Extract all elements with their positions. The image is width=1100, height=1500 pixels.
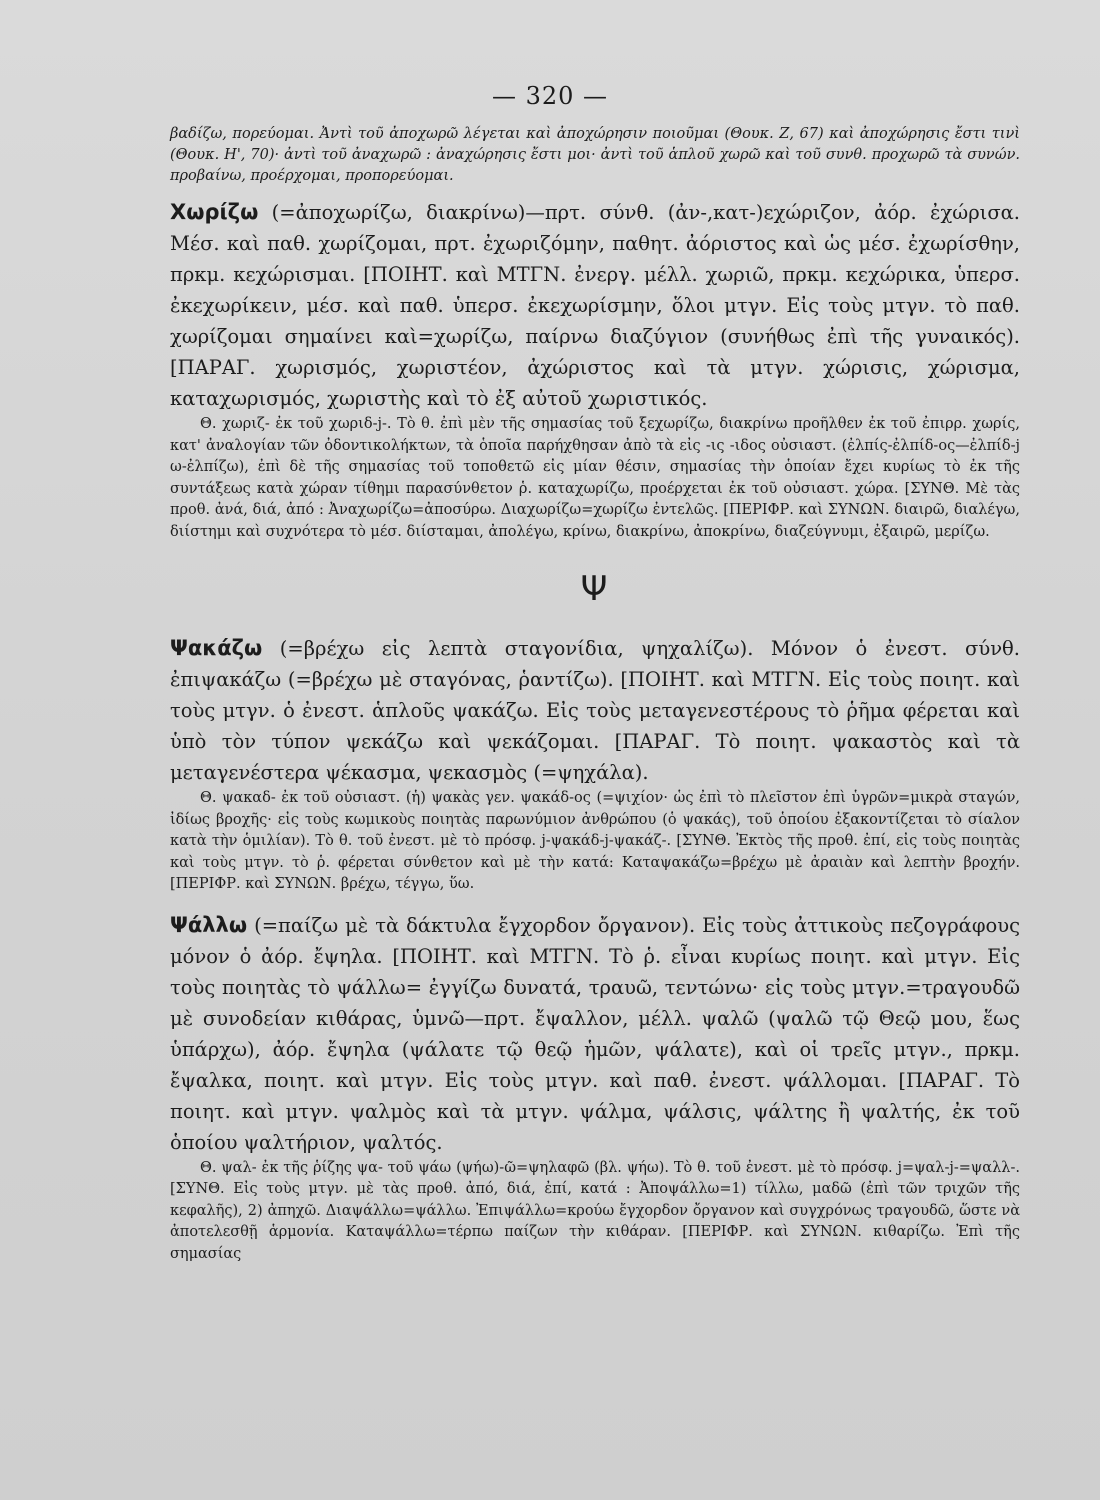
entry-psakazo [170, 633, 1020, 788]
etymology-psallo: Θ. ψαλ- ἐκ τῆς ῥίζης ψα- τοῦ ψάω (ψήω)-ῶ=ψηλαφῶ (βλ. ψήω). Τὸ θ. τοῦ ἐνεστ. μὲ τὸ πρόσφ. j=ψαλ-j-=ψαλλ-. [ΣΥΝΘ. Εἰς τοὺς μτγν. μὲ τὰς προθ. ἀπό, διά, ἐπί, κατά : Ἀποψάλλω=1) τίλλω, μαδῶ (ἐπὶ τῶν τριχῶν τῆς κεφαλῆς), 2) ἀπηχῶ. Διαψάλλω=ψάλλω. Ἐπιψάλλω=κρούω ἔγχορδον ὄργανον καὶ συγχρόνως τραγουδῶ, ὥστε νὰ ἀποτελεσθῇ ἁρμονία. Καταψάλλω=τέρπω παίζων τὴν κιθάραν. [ΠΕΡΙΦΡ. καὶ ΣΥΝΩΝ. κιθαρίζω. Ἐπὶ τῆς σημασίας [170, 1159, 1020, 1262]
entry-psakazo-body: (=βρέχω εἰς λεπτὰ σταγονίδια, ψηχαλίζω). Μόνον ὁ ἐνεστ. σύνθ. ἐπιψακάζω (=βρέχω μὲ σταγόνας, ῥαντίζω). [ΠΟΙΗΤ. καὶ ΜΤΓΝ. Εἰς τοὺς ποιητ. καὶ τοὺς μτγν. ὁ ἐνεστ. ἁπλοῦς ψακάζω. Εἰς τοὺς μεταγενεστέρους τὸ ῥῆμα φέρεται καὶ ὑπὸ τὸν τύπον ψεκάζω καὶ ψεκάζομαι. [ΠΑΡΑΓ. Τὸ ποιητ. ψακαστὸς καὶ τὰ μεταγενέστερα ψέκασμα, ψεκασμὸς (=ψηχάλα). [170, 637, 1020, 784]
headword-psakazo: Ψακάζω [170, 636, 263, 660]
headword-psallo: Ψάλλω [170, 912, 248, 937]
page-content [170, 124, 1020, 1265]
entry-chorizo-body: (=ἀποχωρίζω, διακρίνω)—πρτ. σύνθ. (ἀν-,κατ-)εχώριζον, ἀόρ. ἐχώρισα. Μέσ. καὶ παθ. χωρίζομαι, πρτ. ἐχωριζόμην, παθητ. ἀόριστος καὶ ὡς μέσ. ἐχωρίσθην, πρκμ. κεχώρισμαι. [ΠΟΙΗΤ. καὶ ΜΤΓΝ. ἐνεργ. μέλλ. χωριῶ, πρκμ. κεχώρικα, ὑπερσ. ἐκεχωρίκειν, μέσ. καὶ παθ. ὑπερσ. ἐκεχωρίσμην, ὅλοι μτγν. Εἰς τοὺς μτγν. τὸ παθ. χωρίζομαι σημαίνει καὶ=χωρίζω, παίρνω διαζύγιον (συνήθως ἐπὶ τῆς γυναικός). [ΠΑΡΑΓ. χωρισμός, χωριστέον, ἀχώριστος καὶ τὰ μτγν. χώρισις, χώρισμα, καταχωρισμός, χωριστὴς καὶ τὸ ἐξ αὐτοῦ χωριστικός. [170, 201, 1020, 410]
entry-chorizo [170, 197, 1020, 414]
headword-chorizo: Χωρίζω [170, 200, 259, 224]
entry-psallo-body: (=παίζω μὲ τὰ δάκτυλα ἔγχορδον ὄργανον). Εἰς τοὺς ἀττικοὺς πεζογράφους μόνον ὁ ἀόρ. ἔψηλα. [ΠΟΙΗΤ. καὶ ΜΤΓΝ. Τὸ ῥ. εἶναι κυρίως ποιητ. καὶ μτγν. Εἰς τοὺς ποιητὰς τὸ ψάλλω= ἐγγίζω δυνατά, τραυῶ, τεντώνω· εἰς τοὺς μτγν.=τραγουδῶ μὲ συνοδείαν κιθάρας, ὑμνῶ—πρτ. ἔψαλλον, μέλλ. ψαλῶ (ψαλῶ τῷ Θεῷ μου, ἕως ὑπάρχω), ἀόρ. ἔψηλα (ψάλατε τῷ θεῷ ἡμῶν, ψάλατε), καὶ οἱ τρεῖς μτγν., πρκμ. ἔψαλκα, ποιητ. καὶ μτγν. Εἰς τοὺς μτγν. καὶ παθ. ἐνεστ. ψάλλομαι. [ΠΑΡΑΓ. Τὸ ποιητ. καὶ μτγν. ψαλμὸς καὶ τὰ μτγν. ψάλμα, ψάλσις, ψάλτης ἢ ψαλτής, ἐκ τοῦ ὁποίου ψαλτήριον, ψαλτός. [170, 913, 1020, 1154]
page-number: — 320 — [491, 82, 609, 110]
continuation-paragraph: βαδίζω, πορεύομαι. Ἀντὶ τοῦ ἀποχωρῶ λέγεται καὶ ἀποχώρησιν ποιοῦμαι (Θουκ. Ζ, 67) καὶ ἀποχώρησις ἔστι τινὶ (Θουκ. Η', 70)· ἀντὶ τοῦ ἀναχωρῶ : ἀναχώρησις ἔστι μοι· ἀντὶ τοῦ ἁπλοῦ χωρῶ καὶ τοῦ συνθ. προχωρῶ τὰ συνών. προβαίνω, προέρχομαι, προπορεύομαι. [170, 126, 1020, 184]
etymology-psakazo: Θ. ψακαδ- ἐκ τοῦ οὐσιαστ. (ἡ) ψακὰς γεν. ψακάδ-ος (=ψιχίον· ὡς ἐπὶ τὸ πλεῖστον ἐπὶ ὑγρῶν=μικρὰ σταγών, ἰδίως βροχῆς· εἰς τοὺς κωμικοὺς ποιητὰς παρωνύμιον ἀνθρώπου (ὁ ψακάς), τοῦ ὁποίου ἐξακοντίζεται τὸ σίαλον κατὰ τὴν ὁμιλίαν). Τὸ θ. τοῦ ἐνεστ. μὲ τὸ πρόσφ. j-ψακάδ-j-ψακάζ-. [ΣΥΝΘ. Ἐκτὸς τῆς προθ. ἐπί, εἰς τοὺς ποιητὰς καὶ τοὺς μτγν. τὸ ῥ. φέρεται σύνθετον καὶ μὲ τὴν κατά: Καταψακάζω=βρέχω μὲ ἀραιὰν καὶ λεπτὴν βροχήν. [ΠΕΡΙΦΡ. καὶ ΣΥΝΩΝ. βρέχω, τέγγω, ὕω. [170, 790, 1020, 892]
entry-psallo [170, 910, 1020, 1158]
section-letter: Ψ [580, 569, 610, 609]
etymology-chorizo: Θ. χωριζ- ἐκ τοῦ χωριδ-j-. Τὸ θ. ἐπὶ μὲν τῆς σημασίας τοῦ ξεχωρίζω, διακρίνω προῆλθεν ἐκ τοῦ ἐπιρρ. χωρίς, κατ' ἀναλογίαν τῶν ὀδοντικολήκτων, τὰ ὁποῖα παρήχθησαν ἀπὸ τὰ εἰς -ις -ιδος οὐσιαστ. (ἐλπίς-ἐλπίδ-ος—ἐλπίδ-j ω-ἐλπίζω), ἐπὶ δὲ τῆς σημασίας τοῦ τοποθετῶ εἰς μίαν θέσιν, σημασίας τὴν ὁποίαν ἔχει κυρίως τὸ ἐκ τῆς συντάξεως κατὰ χώραν τίθημι παρασύνθετον ῥ. καταχωρίζω, προέρχεται ἐκ τοῦ οὐσιαστ. χώρα. [ΣΥΝΘ. Μὲ τὰς προθ. ἀνά, διά, ἀπό : Ἀναχωρίζω=ἀποσύρω. Διαχωρίζω=χωρίζω ἐντελῶς. [ΠΕΡΙΦΡ. καὶ ΣΥΝΩΝ. διαιρῶ, διαλέγω, διίστημι καὶ συχνότερα τὸ μέσ. διίσταμαι, ἀπολέγω, κρίνω, διακρίνω, ἀποκρίνω, διαζεύγνυμι, ἐξαιρῶ, μερίζω. [170, 416, 1020, 540]
